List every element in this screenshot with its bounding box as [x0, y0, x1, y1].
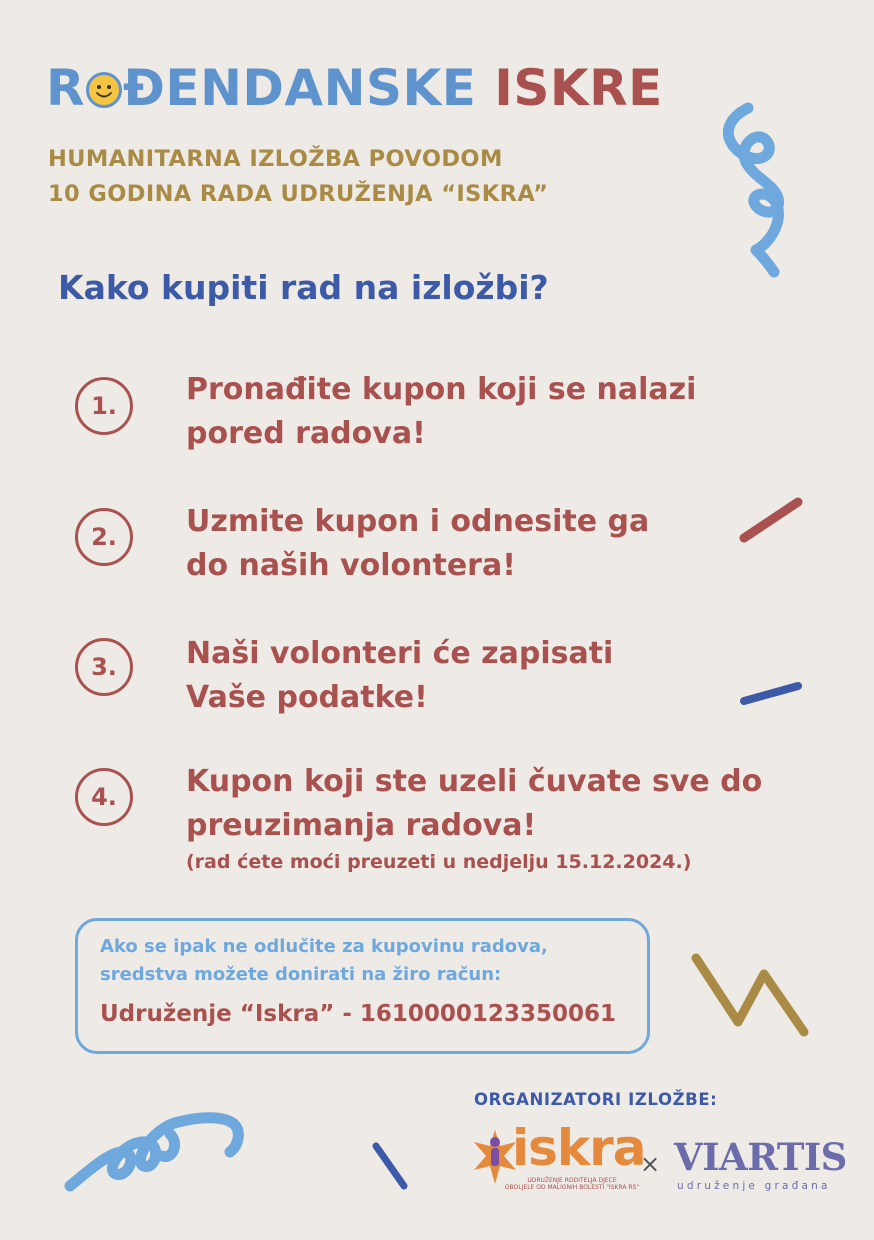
navy-slash-icon [364, 1136, 416, 1198]
poster-title [46, 58, 663, 118]
subtitle-line: HUMANITARNA IZLOŽBA POVODOM [48, 146, 503, 172]
red-dash-icon [736, 494, 806, 546]
donation-intro-line: sredstva možete donirati na žiro račun: [100, 964, 502, 985]
step-text [186, 368, 696, 456]
viartis-logo-text: VIARTIS [674, 1135, 847, 1179]
smiley-face-icon [86, 72, 122, 108]
step-number-badge [75, 768, 133, 826]
organizers-label: ORGANIZATORI IZLOŽBE: [474, 1090, 718, 1109]
iskra-logo-text: iskra [512, 1119, 646, 1177]
title-word-blue-rest: ĐENDANSKE [123, 59, 477, 117]
iskra-tagline-line: UDRUŽENJE RODITELJA DJECE [527, 1177, 617, 1184]
step-line: pored radova! [186, 416, 426, 451]
step-line: Pronađite kupon koji se nalazi [186, 372, 697, 407]
step-line: Uzmite kupon i odnesite ga [186, 504, 650, 539]
collaboration-x-icon: × [640, 1150, 661, 1178]
subtitle-line: 10 GODINA RADA UDRUŽENJA “ISKRA” [48, 181, 549, 207]
gold-zigzag-icon [684, 946, 818, 1042]
step-line: Vaše podatke! [186, 680, 428, 715]
step-number: 1. [91, 392, 117, 420]
how-to-buy-heading: Kako kupiti rad na izložbi? [58, 268, 549, 307]
poster-subtitle [48, 142, 548, 212]
viartis-subtitle: udruženje građana [677, 1180, 831, 1192]
step-number-badge [75, 508, 133, 566]
step-number: 3. [91, 653, 117, 681]
donation-intro-line: Ako se ipak ne odlučite za kupovinu radova, [100, 936, 548, 957]
iskra-tagline [502, 1177, 642, 1191]
step-line: preuzimanja radova! [186, 808, 537, 843]
iskra-tagline-line: OBOLJELE OD MALIGNIH BOLESTI "ISKRA RS" [504, 1184, 640, 1191]
step-number: 4. [91, 783, 117, 811]
step-text [186, 632, 613, 720]
step-number: 2. [91, 523, 117, 551]
pickup-date-note: (rad ćete moći preuzeti u nedjelju 15.12.2024.) [186, 851, 692, 873]
step-text [186, 760, 762, 848]
step-line: Kupon koji ste uzeli čuvate sve do [186, 764, 763, 799]
title-word-blue-start: R [46, 59, 86, 117]
bank-account-number: Udruženje “Iskra” - 1610000123350061 [100, 1001, 616, 1027]
step-text [186, 500, 649, 588]
step-line: do naših volontera! [186, 548, 516, 583]
blue-swirl-icon [62, 1100, 248, 1196]
step-number-badge [75, 377, 133, 435]
donation-intro [100, 933, 548, 989]
title-word-red: ISKRE [494, 59, 663, 117]
step-line: Naši volonteri će zapisati [186, 636, 614, 671]
navy-dash-icon [736, 676, 806, 710]
step-number-badge [75, 638, 133, 696]
blue-squiggle-icon [712, 100, 798, 278]
